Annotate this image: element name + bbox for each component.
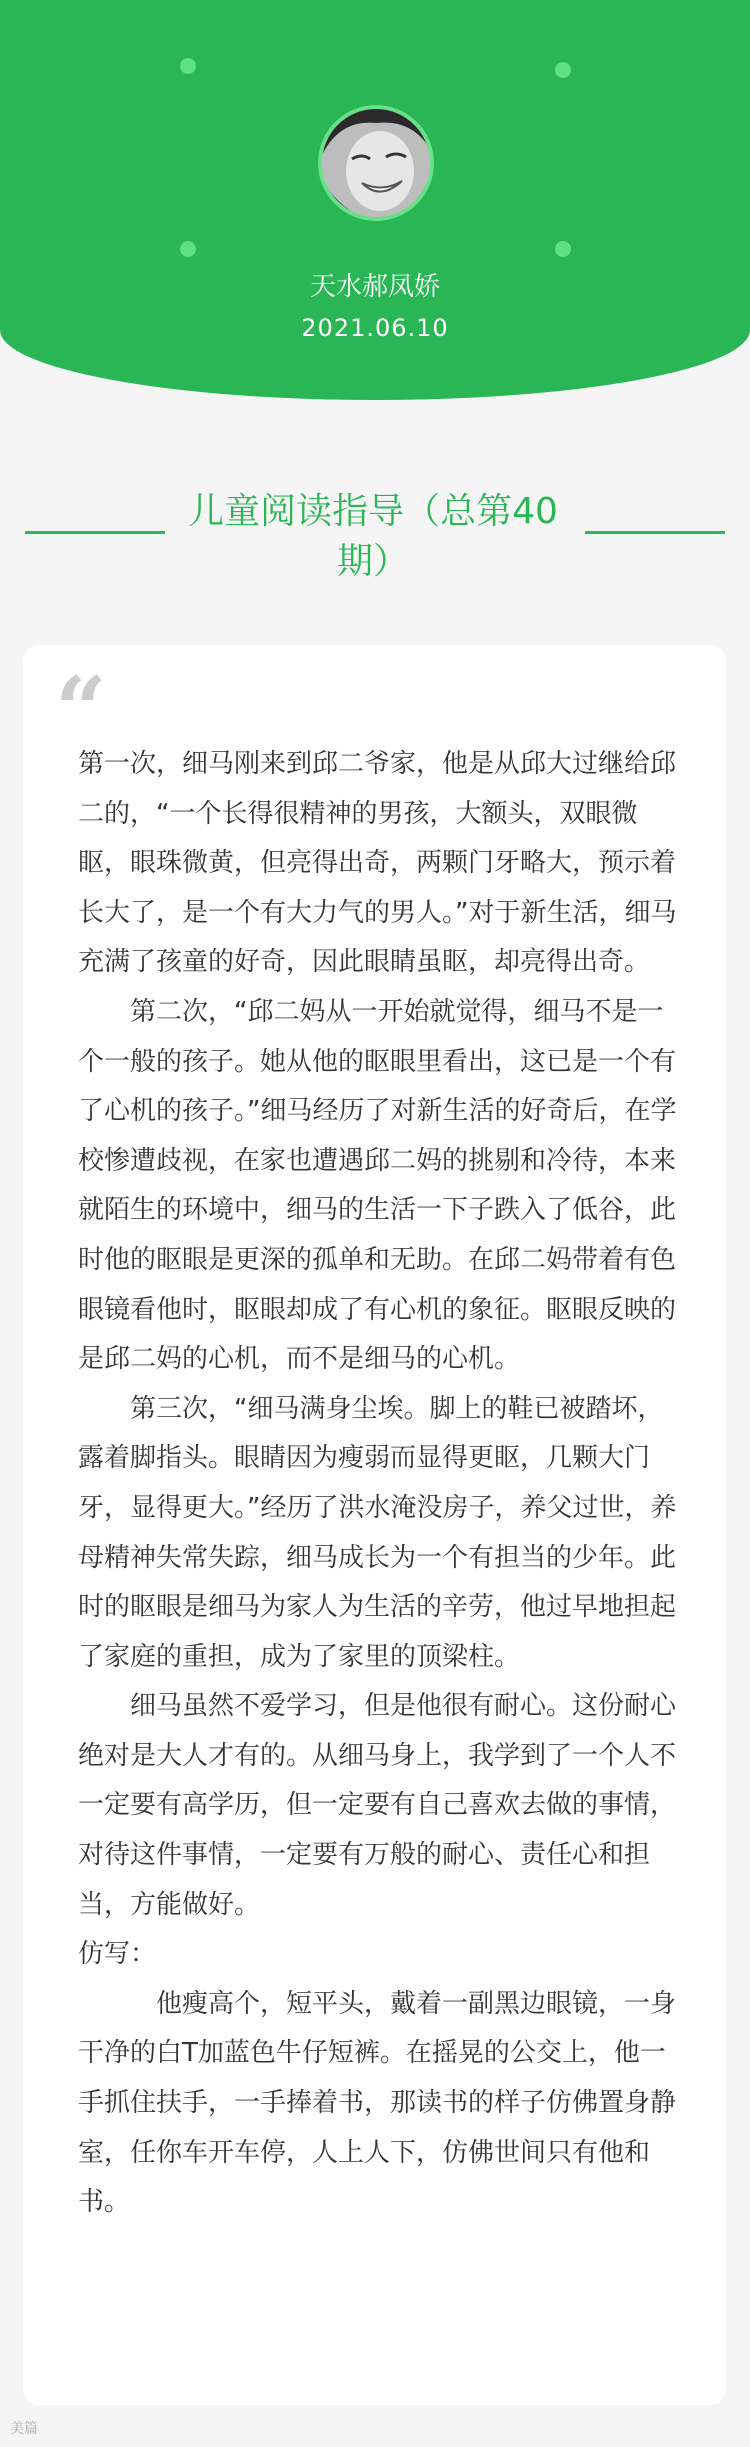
avatar-photo-icon xyxy=(322,109,430,217)
article-title: 儿童阅读指导（总第40期） xyxy=(188,491,558,582)
watermark-logo: 美篇 xyxy=(10,2421,38,2437)
paragraph-imitation: 他瘦高个，短平头，戴着一副黑边眼镜，一身干净的白T加蓝色牛仔短裤。在摇晃的公交上，他一手抓住扶手，一手捧着书，那读书的样子仿佛置身静室，任你车开车停，人上人下，仿佛世间只有他和书。 xyxy=(78,1988,677,2218)
article-title-row xyxy=(0,487,750,587)
publish-date: 2021.06.10 xyxy=(301,314,449,342)
decorative-dot xyxy=(180,58,196,74)
title-divider-left xyxy=(25,531,165,534)
paragraph-4: 细马虽然不爱学习，但是他很有耐心。这份耐心绝对是大人才有的。从细马身上，我学到了一个人不一定要有高学历，但一定要有自己喜欢去做的事情，对待这件事情，一定要有万般的耐心、责任心和担当，方能做好。 xyxy=(78,1691,677,1920)
paragraph-label-imitation: 仿写： xyxy=(78,1939,157,1970)
author-name[interactable]: 天水郝凤娇 xyxy=(309,272,440,302)
paragraph-2: 第二次，“邱二妈从一开始就觉得，细马不是一个一般的孩子。她从他的眍眼里看出，这已是一个有了心机的孩子。”细马经历了对新生活的好奇后，在学校惨遭歧视，在家也遭遇邱二妈的挑剔和冷待，本来就陌生的环境中，细马的生活一下子跌入了低谷，此时他的眍眼是更深的孤单和无助。在邱二妈带着有色眼镜看他时，眍眼却成了有心机的象征。眍眼反映的是邱二妈的心机，而不是细马的心机。 xyxy=(78,996,677,1375)
author-avatar[interactable] xyxy=(318,105,434,221)
profile-header xyxy=(0,0,750,400)
paragraph-3: 第三次，“细马满身尘埃。脚上的鞋已被踏坏，露着脚指头。眼睛因为瘦弱而显得更眍，几颗大门牙，显得更大。”经历了洪水淹没房子，养父过世，养母精神失常失踪，细马成长为一个有担当的少年。此时的眍眼是细马为家人为生活的辛劳，他过早地担起了家庭的重担，成为了家里的顶梁柱。 xyxy=(78,1393,677,1672)
decorative-dot xyxy=(555,62,571,78)
quote-mark-icon: “ xyxy=(55,657,107,763)
title-divider-right xyxy=(585,531,725,534)
article-body xyxy=(78,740,678,2228)
decorative-dot xyxy=(555,241,571,257)
paragraph-1: 第一次，细马刚来到邱二爷家，他是从邱大过继给邱二的，“一个长得很精神的男孩，大额头，双眼微眍，眼珠微黄，但亮得出奇，两颗门牙略大，预示着长大了，是一个有大力气的男人。”对于新生活，细马充满了孩童的好奇，因此眼睛虽眍，却亮得出奇。 xyxy=(78,749,677,978)
decorative-dot xyxy=(180,241,196,257)
